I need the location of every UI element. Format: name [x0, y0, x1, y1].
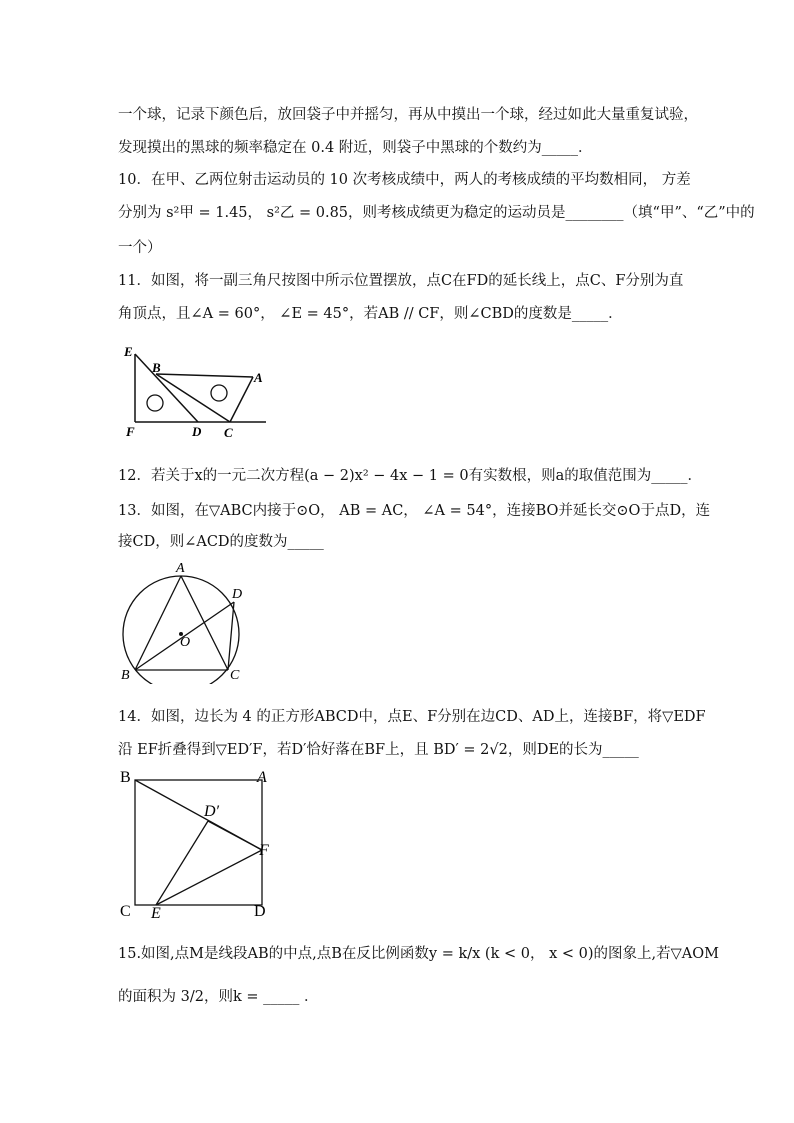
text-line-12: 沿 EF折叠得到▽ED′F，若D′恰好落在BF上，且 BD′ = 2√2，则DE的长为_____: [118, 742, 639, 758]
text-line-9: 13．如图，在▽ABC内接于⊙O， AB = AC， ∠A = 54°，连接BO并延长交⊙O于点D，连: [118, 503, 711, 519]
label-D: D: [254, 903, 266, 920]
text-line-1: 一个球，记录下颜色后，放回袋子中并摇匀，再从中摸出一个球，经过如此大量重复试验，: [118, 107, 698, 123]
label-E: E: [151, 905, 161, 922]
text-line-7: 角顶点，且∠A = 60°， ∠E = 45°，若AB // CF，则∠CBD的度数是_____．: [118, 306, 623, 322]
label-C: C: [230, 668, 240, 683]
label-B: B: [120, 769, 131, 786]
text-line-3: 10．在甲、乙两位射击运动员的 10 次考核成绩中，两人的考核成绩的平均数相同， 方差: [118, 172, 691, 188]
figure-q13: [118, 556, 250, 684]
label-C: C: [224, 425, 233, 440]
text-line-11: 14．如图，边长为 4 的正方形ABCD中，点E、F分别在边CD、AD上，连接BF，将▽EDF: [118, 709, 706, 725]
text-line-5: 一个）: [118, 240, 162, 256]
label-D: D: [232, 587, 243, 602]
label-B: B: [121, 668, 130, 683]
figure-q11: [118, 338, 270, 442]
text-line-8: 12．若关于x的一元二次方程(a − 2)x² − 4x − 1 = 0有实数根，则a的取值范围为_____．: [118, 468, 703, 484]
label-C: C: [120, 903, 131, 920]
text-line-4: 分别为 s²甲 = 1.45， s²乙 = 0.85，则考核成绩更为稳定的运动员是________（填“甲”、“乙”中的: [118, 205, 755, 221]
text-line-14: 的面积为 3/2，则k = _____ ．: [118, 989, 319, 1005]
text-line-10: 接CD，则∠ACD的度数为_____: [118, 534, 324, 550]
figure-q14: [118, 766, 276, 922]
label-F: F: [259, 842, 269, 859]
label-F: F: [126, 424, 135, 439]
label-A: A: [257, 769, 267, 786]
label-A: A: [176, 561, 185, 576]
text-line-13: 15.如图,点M是线段AB的中点,点B在反比例函数y = k/x (k < 0， x < 0)的图象上,若▽AOM: [118, 946, 719, 962]
label-A: A: [254, 370, 263, 385]
label-E: E: [124, 344, 133, 359]
label-D: D: [192, 424, 202, 439]
label-O: O: [180, 635, 191, 650]
text-line-2: 发现摸出的黑球的频率稳定在 0.4 附近，则袋子中黑球的个数约为_____．: [118, 140, 593, 156]
label-D-prime: D′: [204, 803, 220, 820]
label-B: B: [152, 360, 161, 375]
text-line-6: 11．如图，将一副三角尺按图中所示位置摆放，点C在FD的延长线上，点C、F分别为直: [118, 273, 684, 289]
